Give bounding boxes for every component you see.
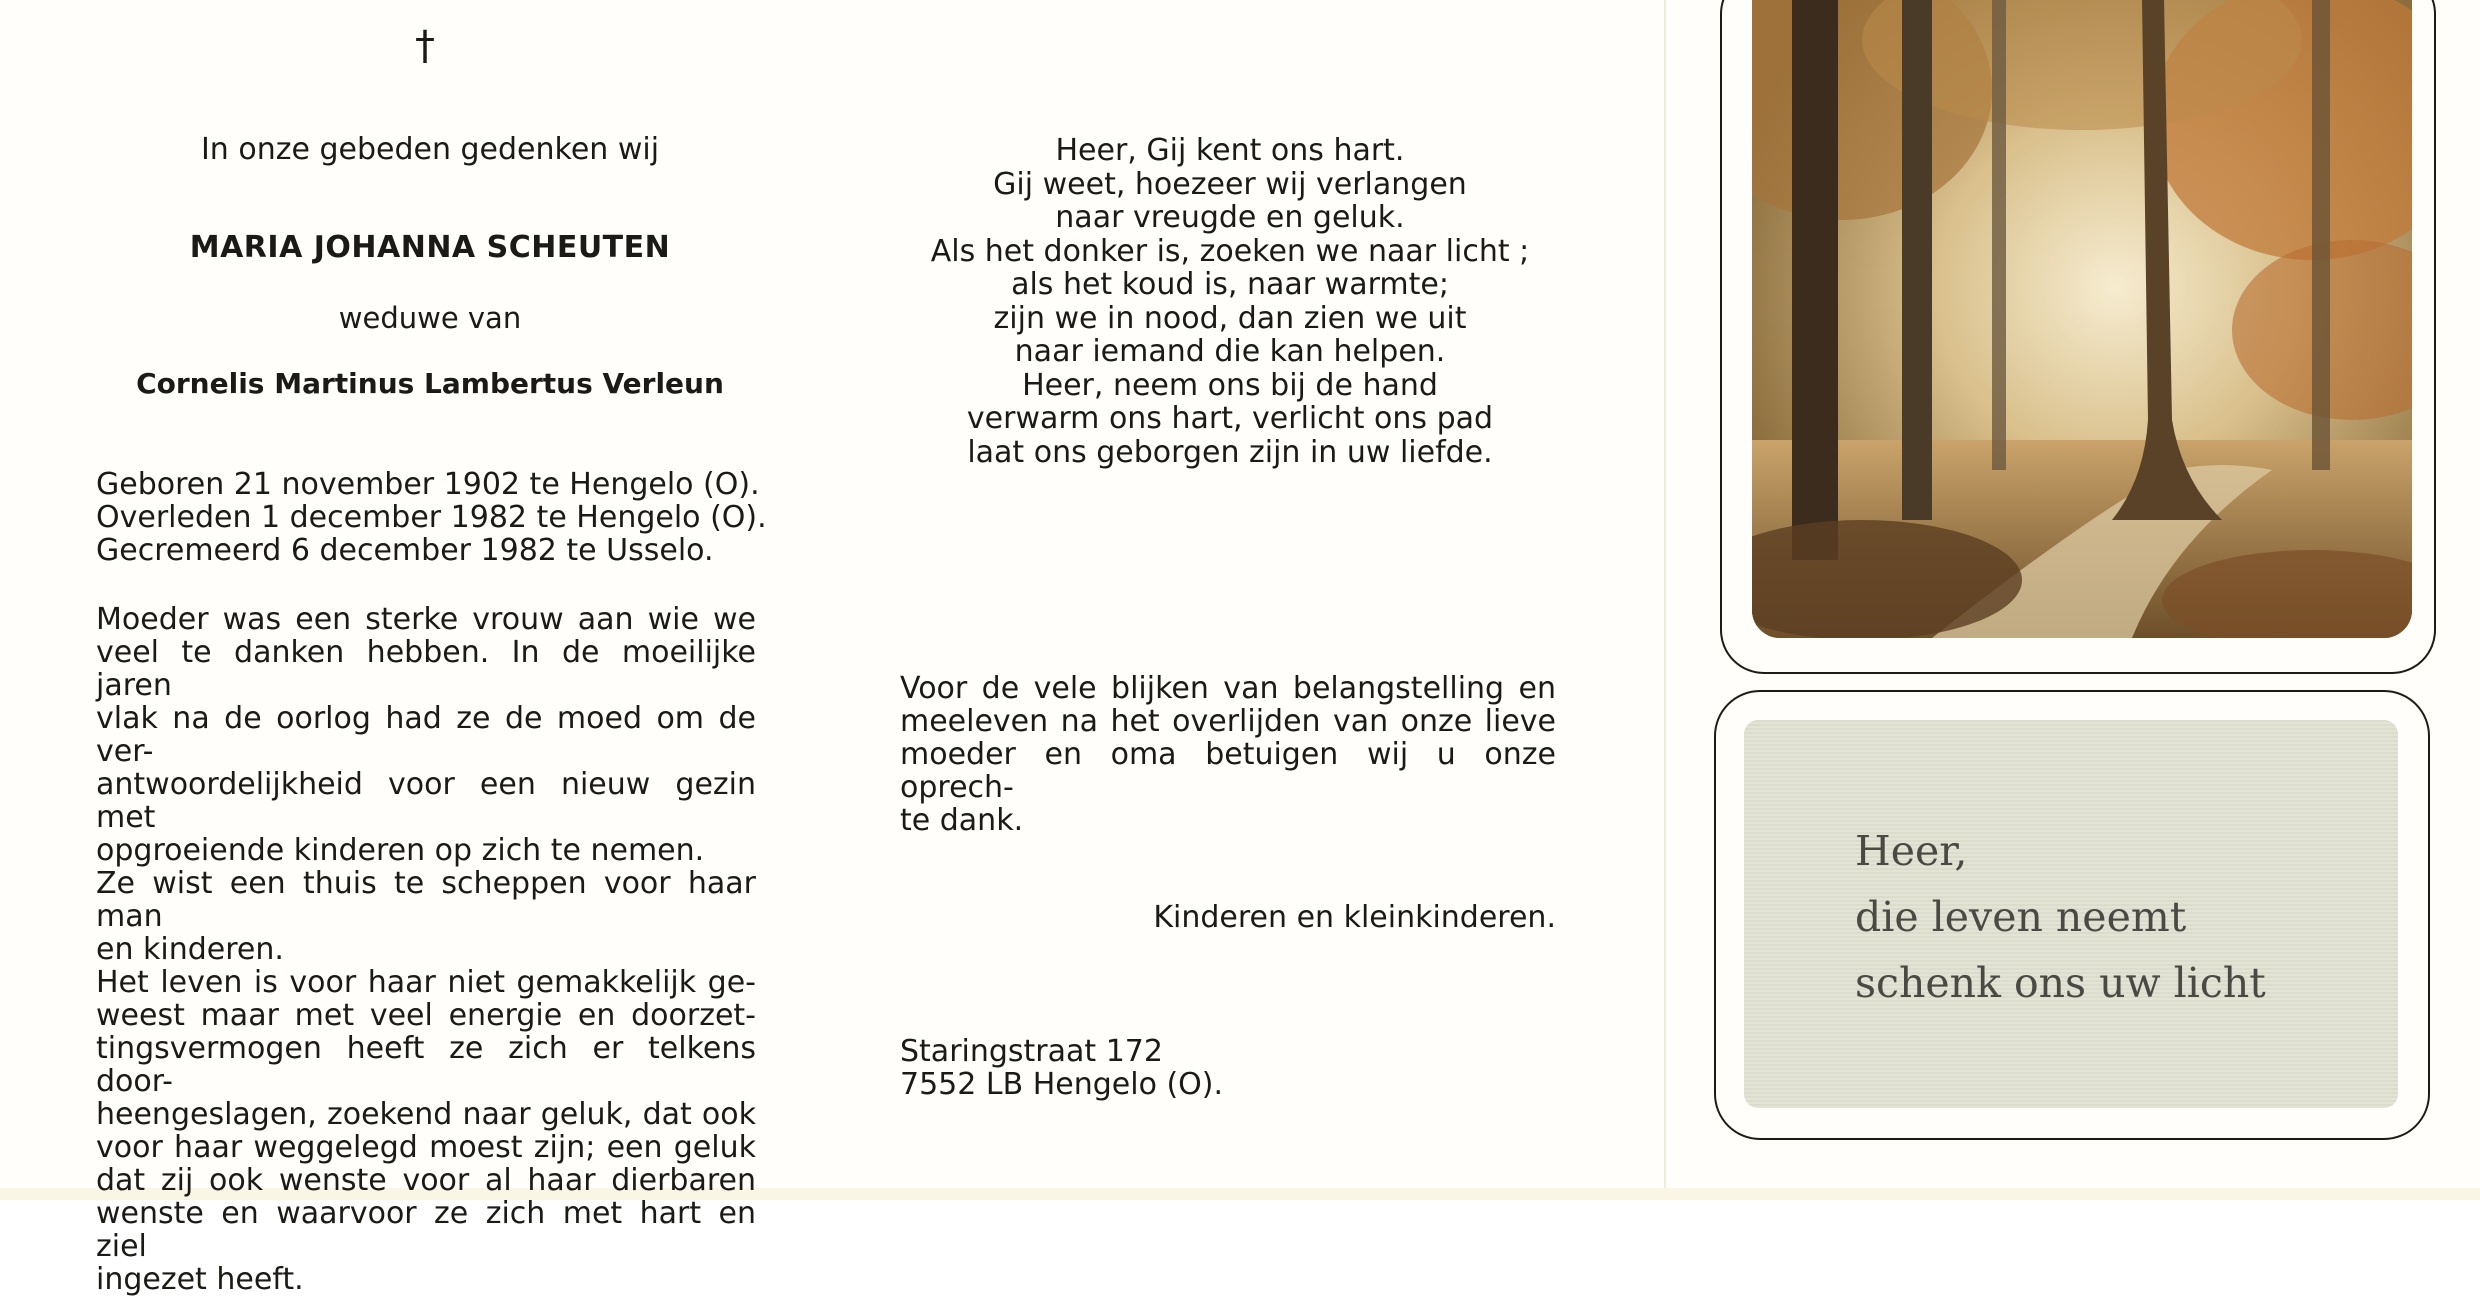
city-line: 7552 LB Hengelo (O). (900, 1067, 1224, 1102)
biography-line: veel te danken hebben. In de moeilijke jaren (96, 635, 756, 703)
quote-line: Heer, (1855, 827, 1968, 875)
street-line: Staringstraat 172 (900, 1034, 1163, 1069)
prayer-line: zijn we in nood, dan zien we uit (993, 300, 1467, 336)
cover-quote (1855, 818, 2375, 1016)
thank-you-note (900, 672, 1556, 837)
biography-line: vlak na de oorlog had ze de moed om de ver- (96, 701, 756, 769)
prayer-line: Gij weet, hoezeer wij verlangen (993, 166, 1467, 202)
autumn-forest-photo (1752, 0, 2412, 638)
thanks-line: meeleven na het overlijden van onze lieve (900, 704, 1556, 739)
biography-line: ingezet heeft. (96, 1262, 304, 1297)
biography-line: opgroeiende kinderen op zich te nemen. (96, 833, 705, 868)
family-signature: Kinderen en kleinkinderen. (1153, 900, 1556, 935)
cremation-line: Gecremeerd 6 december 1982 te Usselo. (96, 533, 714, 568)
biography-line: weest maar met veel energie en doorzet- (96, 998, 756, 1033)
spouse-name: Cornelis Martinus Lambertus Verleun (136, 367, 724, 400)
biography-line: heengeslagen, zoekend naar geluk, dat ook (96, 1097, 756, 1132)
cross-symbol: † (415, 23, 435, 69)
thanks-line: te dank. (900, 803, 1024, 838)
prayer-line: verwarm ons hart, verlicht ons pad (966, 401, 1494, 436)
prayer-line: naar iemand die kan helpen. (1014, 334, 1446, 369)
biography-line: wenste en waarvoor ze zich met hart en ziel (96, 1196, 756, 1264)
birth-line: Geboren 21 november 1902 te Hengelo (O). (96, 467, 760, 502)
deceased-name: MARIA JOHANNA SCHEUTEN (189, 230, 671, 265)
prayer-line: laat ons geborgen zijn in uw liefde. (967, 434, 1493, 470)
biography-line: en kinderen. (96, 932, 284, 967)
biography-line: Het leven is voor haar niet gemakkelijk ge- (96, 965, 756, 1000)
prayer-line: Heer, Gij kent ons hart. (1055, 133, 1405, 168)
quote-line: die leven neemt (1855, 893, 2187, 941)
biography-line: tingsvermogen heeft ze zich er telkens door- (96, 1031, 756, 1099)
intro-line: In onze gebeden gedenken wij (200, 132, 660, 167)
prayer-line: Heer, neem ons bij de hand (1022, 367, 1438, 403)
thanks-line: Voor de vele blijken van belangstelling en (900, 671, 1556, 706)
quote-line: schenk ons uw licht (1855, 959, 2266, 1007)
prayer-line: Als het donker is, zoeken we naar licht ; (930, 233, 1530, 269)
prayer-poem (900, 134, 1560, 469)
biography-line: dat zij ook wenste voor al haar dierbaren (96, 1163, 756, 1198)
life-dates (96, 468, 776, 567)
family-address (900, 1035, 1500, 1101)
death-line: Overleden 1 december 1982 te Hengelo (O). (96, 500, 767, 535)
biography (96, 603, 756, 1296)
card-fold-line (1664, 0, 1666, 1200)
biography-line: Moeder was een sterke vrouw aan wie we (96, 602, 756, 637)
biography-line: antwoordelijkheid voor een nieuw gezin met (96, 767, 756, 835)
biography-line: Ze wist een thuis te scheppen voor haar man (96, 866, 756, 934)
widow-of-line: weduwe van (338, 301, 522, 335)
prayer-line: naar vreugde en geluk. (1055, 200, 1405, 235)
prayer-line: als het koud is, naar warmte; (1011, 267, 1449, 302)
biography-line: voor haar weggelegd moest zijn; een geluk (96, 1130, 756, 1165)
thanks-line: moeder en oma betuigen wij u onze oprech- (900, 737, 1556, 805)
